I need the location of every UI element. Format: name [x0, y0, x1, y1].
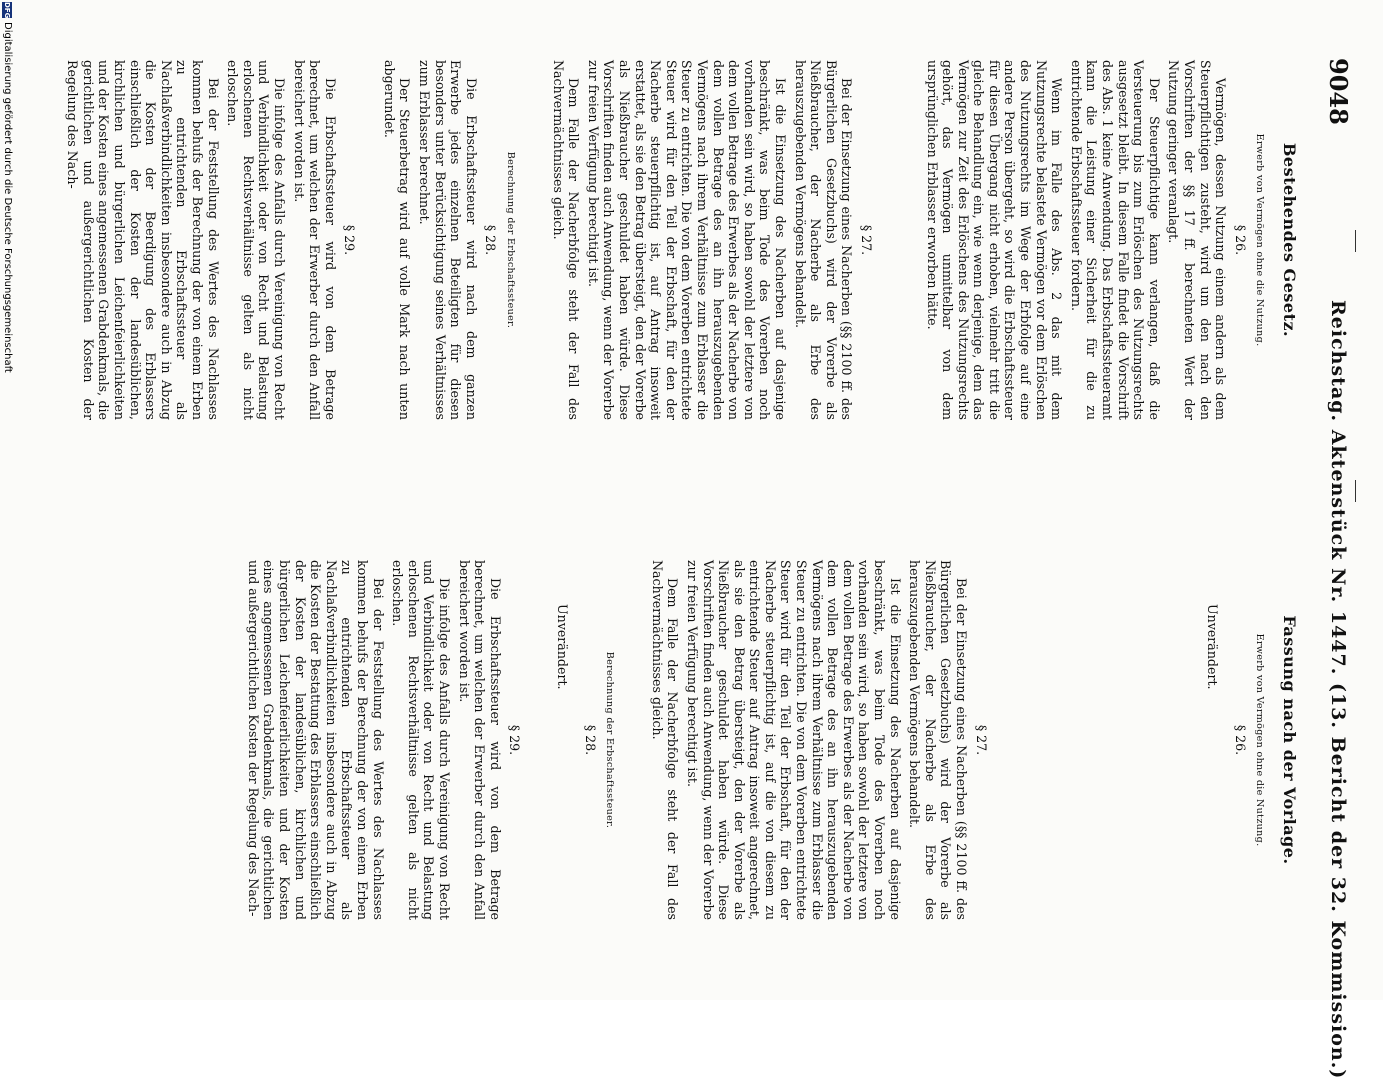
paragraph-text: Ist die Einsetzung des Nacherben auf dasjenige beschränkt, was beim Tode des Vorerben noch vorhanden sein wird, so haben sowohl der letztere von dem vollen Betrage des Erwerbes als der Nacherbe von dem vollen Betrage des an ihn herauszugebenden Vermögens nach ihrem Verhältnisse zum Erblasser die Steuer zu entrichten. Die von dem Vorerben entrichtete Steuer wird für den Teil der Erbschaft, für den der Nacherbe steuerpflichtig ist, auf die von diesem zu entrichtende Steuer auf Antrag insoweit angerechnet, als sie den Betrag übersteigt, den der Vorerbe als Nießbraucher geschuldet haben würde. Diese Vorschriften finden auch Anwendung, wenn der Vorerbe zur freien Verfügung berechtigt ist. [684, 560, 903, 920]
column-title: Bestehendes Gesetz. [1280, 142, 1299, 338]
header-rule [1355, 480, 1356, 502]
paragraph-number: § 26. [1232, 724, 1248, 756]
paragraph-text: Der Steuerpflichtige kann verlangen, daß die Versteuerung bis zum Erlöschen des Nutzungsrechts ausgesetzt bleibt. In diesem Falle findet die Vorschrift des Abs. 1 keine Anwendung. Das Erbschaftssteueramt kann die Leistung einer Sicherheit für die zu entrichtende Erbschaftssteuer fordern. [1068, 60, 1162, 420]
paragraph-text: Dem Falle der Nacherbfolge steht der Fall des Nachvermächtnisses gleich. [550, 60, 582, 420]
paragraph-text: Ist die Einsetzung des Nacherben auf dasjenige beschränkt, was beim Tode des Vorerben noch vorhanden sein wird, so haben sowohl der letztere von dem vollen Betrage des Erwerbes als der Nacherbe von dem vollen Betrage des an ihn herauszugebenden Vermögens nach ihrem Verhältnisse zum Erblasser die Steuer zu entrichten. Die von dem Vorerben entrichtete Steuer wird für den Teil der Erbschaft, für den der Nacherbe steuerpflichtig ist, auf Antrag insoweit erstattet, als sie den Betrag übersteigt, den der Vorerbe als Nießbraucher geschuldet haben würde. Diese Vorschriften finden auch Anwendung, wenn der Vorerbe zur freien Verfügung berechtigt ist. [585, 60, 788, 420]
paragraph-number: § 28. [582, 724, 598, 756]
paragraph-text: Bei der Einsetzung eines Nacherben (§§ 2100 ff. des Bürgerlichen Gesetzbuchs) wird der Vorerbe als Nießbraucher, der Nacherbe als Erbe des herauszugebenden Vermögens behandelt. [792, 60, 855, 420]
unchanged-note: Unverändert. [554, 604, 570, 690]
paragraph-text: Die Erbschaftssteuer wird von dem Betrage berechnet, um welchen der Erwerber durch den Anfall bereichert worden ist. [456, 560, 503, 920]
paragraph-text: Dem Falle der Nacherbfolge steht der Fall des Nachvermächtnisses gleich. [649, 560, 681, 920]
paragraph-text: Die infolge des Anfalls durch Vereinigung von Recht und Verbindlichkeit oder von Recht und Belastung erloschenen Rechtsverhältnisse gelten als nicht erloschen. [225, 60, 287, 420]
header-rule [1355, 230, 1356, 252]
paragraph-text: Die Erbschaftssteuer wird von dem Betrage berechnet, um welchen der Erwerber durch den Anfall bereichert worden ist. [291, 60, 338, 420]
paragraph-text: Die infolge des Anfalls durch Vereinigung von Recht und Verbindlichkeit oder von Recht und Belastung erloschenen Rechtsverhältnisse gelten als nicht erloschen. [390, 560, 452, 920]
paragraph-number: § 27. [858, 224, 874, 256]
paragraph-text: Vermögen, dessen Nutzung einem andern als dem Steuerpflichtigen zusteht, wird um den nach den Vorschriften der §§ 17 ff. berechneten Wert der Nutzung geringer veranlagt. [1166, 60, 1229, 420]
paragraph-text: Bei der Feststellung des Wertes des Nachlasses kommen behufs der Berechnung der von einem Erben zu entrichtenden Erbschaftssteuer als Nachlaßverbindlichkeiten insbesondere auch in Abzug die Kosten der Beerdigung des Erblassers einschließlich der Kosten der landesüblichen, kirchlichen und bürgerlichen Leichenfeierlichkeiten und der Kosten eines angemessenen Grabdenkmals, die gerichtlichen und außergerichtlichen Kosten der Regelung des Nach- [65, 60, 221, 420]
paragraph-number: § 26. [1232, 224, 1248, 256]
paragraph-text: Wenn im Falle des Abs. 2 das mit dem Nutzungsrechte belastete Vermögen vor dem Erlöschen des Nutzungsrechts im Wege der Erbfolge auf eine andere Person übergeht, so wird die Erbschaftssteuer für diesen Übergang nicht erhoben, vielmehr tritt die gleiche Behandlung ein, wie wenn derjenige, dem das Vermögen zur Zeit des Erlöschens des Nutzungsrechts gehört, das Vermögen unmittelbar von dem ursprünglichen Erblasser erworben hätte. [924, 60, 1065, 420]
digitization-credit [0, 0, 14, 1022]
column-title: Fassung nach der Vorlage. [1280, 615, 1299, 865]
column-proposed-version [241, 560, 1297, 920]
column-existing-law [61, 60, 1297, 420]
paragraph-number: § 28. [483, 224, 499, 256]
paragraph-number: § 27. [973, 724, 989, 756]
paragraph-text: Die Erbschaftssteuer wird nach dem ganzen Erwerbe jedes einzelnen Beteiligten für diesen besonders unter Berücksichtigung seines Verhältnisses zum Erblasser berechnet. [417, 60, 479, 420]
page-header-title: Reichstag. Aktenstück Nr. 1447. (13. Bericht der 32. Kommission.) [1327, 300, 1349, 1079]
paragraph-text: Der Steuerbetrag wird auf volle Mark nach unten abgerundet. [381, 60, 413, 420]
paragraph-text: Bei der Einsetzung eines Nacherben (§§ 2100 ff. des Bürgerlichen Gesetzbuchs) wird der Vorerbe als Nießbraucher, der Nacherbe als Erbe des herauszugebenden Vermögens behandelt. [907, 560, 970, 920]
unchanged-note: Unverändert. [1205, 604, 1221, 690]
section-subheading: Berechnung der Erbschaftssteuer. [505, 151, 517, 329]
paragraph-number: § 29. [507, 724, 523, 756]
page-number: 9048 [1324, 58, 1353, 125]
section-subheading: Erwerb von Vermögen ohne die Nutzung. [1254, 633, 1266, 847]
dfg-logo: DFG [3, 2, 11, 19]
paragraph-text: Bei der Feststellung des Wertes des Nachlasses kommen behufs der Berechnung der von einem Erben zu entrichtenden Erbschaftssteuer als Nachlaßverbindlichkeiten insbesondere auch in Abzug die Kosten der Bestattung des Erblassers einschließlich der Kosten der landesüblichen, kirchlichen und bürgerlichen Leichenfeierlichkeiten und der Kosten eines angemessenen Grabdenkmals, die gerichtlichen und außergerichtlichen Kosten der Regelung des Nach- [245, 560, 386, 920]
paragraph-number: § 29. [342, 224, 358, 256]
section-subheading: Erwerb von Vermögen ohne die Nutzung. [1254, 133, 1266, 347]
section-subheading: Berechnung der Erbschaftssteuer. [604, 651, 616, 829]
digitization-note: Digitalisierung gefördert durch die Deutsche Forschungsgemeinschaft [2, 22, 13, 373]
